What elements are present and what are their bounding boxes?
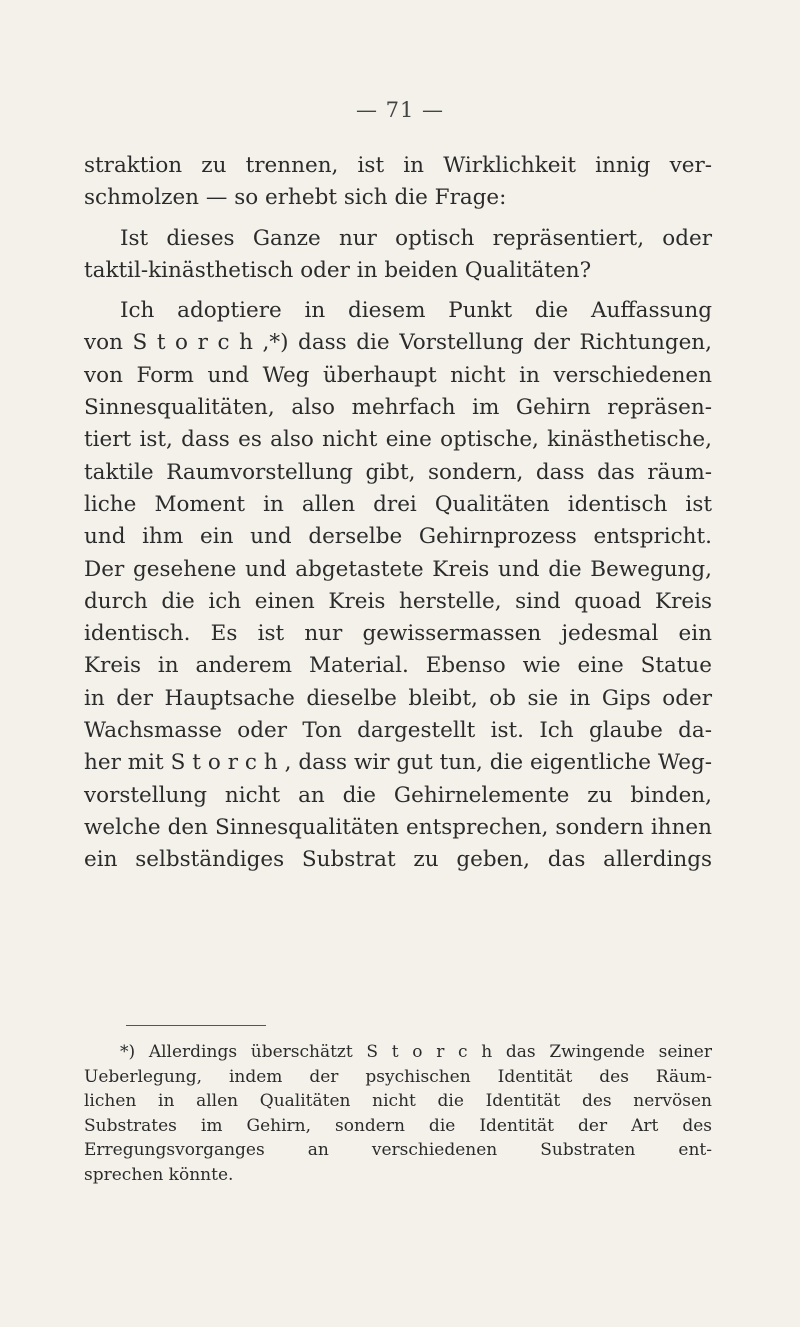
text-line: taktile Raumvorstellung gibt, sondern, dass das räum- bbox=[84, 459, 712, 485]
text-line: Der gesehene und abgetastete Kreis und die Bewegung, bbox=[84, 556, 712, 582]
text-line: welche den Sinnesqualitäten entsprechen, sondern ihnen bbox=[84, 814, 712, 840]
text-line: ein selbständiges Substrat zu geben, das allerdings bbox=[84, 847, 712, 873]
text-line: her mit S t o r c h , dass wir gut tun, die eigentliche Weg- bbox=[84, 750, 712, 776]
text-line: tiert ist, dass es also nicht eine optische, kinästhetische, bbox=[84, 427, 712, 453]
main-text bbox=[84, 150, 712, 877]
text-line: Kreis in anderem Material. Ebenso wie eine Statue bbox=[84, 653, 712, 679]
text-line: schmolzen — so erhebt sich die Frage: bbox=[84, 185, 507, 211]
footnote bbox=[84, 1040, 712, 1187]
text-line: Ist dieses Ganze nur optisch repräsentiert, oder bbox=[120, 225, 712, 251]
footnote-line: Substrates im Gehirn, sondern die Identität der Art des bbox=[84, 1115, 712, 1136]
footnote-divider bbox=[126, 1025, 266, 1026]
footnote-line: Erregungsvorganges an verschiedenen Substraten ent- bbox=[84, 1140, 712, 1160]
page-number: — 71 — bbox=[355, 98, 445, 122]
text-line: und ihm ein und derselbe Gehirnprozess entspricht. bbox=[84, 524, 712, 550]
text-line: liche Moment in allen drei Qualitäten identisch ist bbox=[84, 491, 712, 517]
footnote-line: *) Allerdings überschätzt S t o r c h das Zwingende seiner bbox=[120, 1042, 712, 1062]
text-line: in der Hauptsache dieselbe bleibt, ob sie in Gips oder bbox=[84, 685, 712, 711]
footnote-line: sprechen könnte. bbox=[84, 1164, 234, 1185]
text-line: Ich adoptiere in diesem Punkt die Auffassung bbox=[120, 298, 712, 324]
footnote-line: Ueberlegung, indem der psychischen Identität des Räum- bbox=[84, 1066, 712, 1087]
text-line: von Form und Weg überhaupt nicht in verschiedenen bbox=[84, 362, 712, 388]
text-line: von S t o r c h ,*) dass die Vorstellung der Richtungen, bbox=[84, 330, 712, 356]
text-line: Wachsmasse oder Ton dargestellt ist. Ich glaube da- bbox=[84, 718, 712, 744]
text-line: straktion zu trennen, ist in Wirklichkeit innig ver- bbox=[84, 153, 712, 178]
text-line: durch die ich einen Kreis herstelle, sind quoad Kreis bbox=[84, 588, 712, 614]
text-line: Sinnesqualitäten, also mehrfach im Gehirn repräsen- bbox=[84, 395, 712, 421]
footnote-line: lichen in allen Qualitäten nicht die Identität des nervösen bbox=[84, 1091, 712, 1111]
text-line: vorstellung nicht an die Gehirnelemente zu binden, bbox=[84, 782, 712, 808]
text-line: taktil-kinästhetisch oder in beiden Qualitäten? bbox=[84, 257, 592, 283]
text-line: identisch. Es ist nur gewissermassen jedesmal ein bbox=[84, 621, 712, 647]
